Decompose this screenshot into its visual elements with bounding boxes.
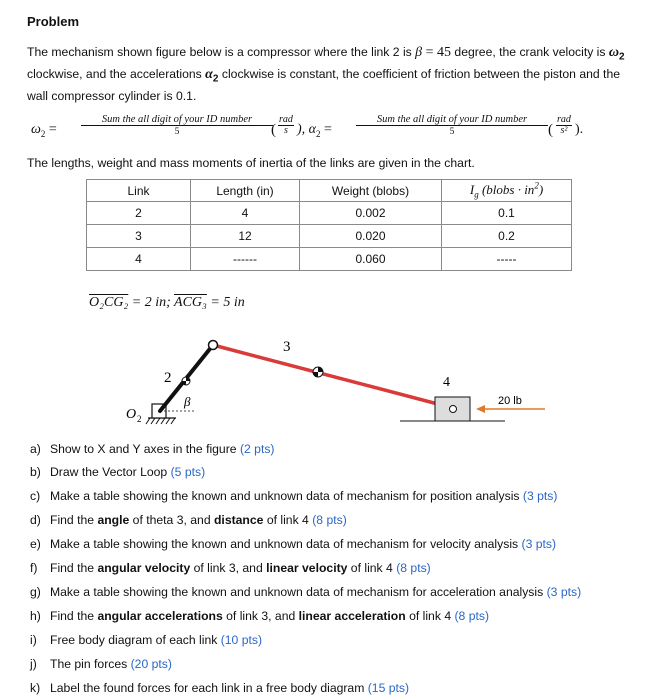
units1-open-paren: (	[271, 122, 276, 138]
units2-open-paren: (	[548, 122, 553, 138]
alpha-subscript: 2	[212, 73, 219, 85]
beta-symbol: β	[415, 45, 423, 60]
label-link-4: 4	[443, 375, 450, 390]
label-o2-sub: 2	[137, 414, 142, 424]
question-d: d) Find the angle of theta 3, and distance of link 4 (8 pts)	[30, 513, 347, 527]
question-g: g) Make a table showing the known and unknown data of mechanism for acceleration analysis (3 pts)	[30, 585, 582, 599]
force-arrowhead	[476, 405, 485, 413]
problem-heading: Problem	[27, 14, 80, 29]
omega-symbol: ω	[608, 45, 619, 60]
label-link-3: 3	[283, 339, 291, 355]
intro-text-1: The mechanism shown figure below is a compressor where the link 2 is	[27, 45, 416, 59]
chart-intro: The lengths, weight and mass moments of inertia of the links are given in the chart.	[27, 156, 475, 170]
label-link-2: 2	[164, 370, 172, 386]
table-cell: 0.060	[300, 248, 442, 271]
pin-a	[209, 341, 218, 350]
question-k: k) Label the found forces for each link in a free body diagram (15 pts)	[30, 681, 410, 695]
beta-value: = 45	[422, 45, 452, 60]
units1: rad s	[279, 114, 293, 136]
question-h: h) Find the angular accelerations of link 3, and linear acceleration of link 4 (8 pts)	[30, 609, 490, 623]
table-cell: 12	[191, 225, 300, 248]
lengths-line: O₂CG₂ = 2 in; ACG₃ = 5 in	[89, 295, 245, 310]
table-cell: ------	[191, 248, 300, 271]
question-e: e) Make a table showing the known and unknown data of mechanism for velocity analysis (3 pts)	[30, 537, 557, 551]
question-f: f) Find the angular velocity of link 3, and linear velocity of link 4 (8 pts)	[30, 561, 431, 575]
intro-text-2: degree, the crank velocity is	[451, 45, 609, 59]
header-length: Length (in)	[191, 180, 300, 202]
omega-subscript: 2	[619, 51, 625, 63]
question-a: a) Show to X and Y axes in the figure (2 pts)	[30, 442, 275, 456]
alpha2-numerator: Sum the all digit of your ID number	[356, 114, 548, 126]
table-cell: -----	[442, 248, 572, 271]
table-cell: 0.2	[442, 225, 572, 248]
table-cell: 3	[87, 225, 191, 248]
table-cell: 4	[191, 202, 300, 225]
omega2-denominator: 5	[174, 127, 180, 137]
table-cell: 0.020	[300, 225, 442, 248]
header-inertia: $I_g$ (blobs · $in^2$)	[442, 180, 572, 202]
table-cell: 4	[87, 248, 191, 271]
alpha2-denominator: 5	[449, 127, 455, 137]
header-weight: Weight (blobs)	[300, 180, 442, 202]
table-cell: 0.1	[442, 202, 572, 225]
label-o2: O	[126, 407, 137, 422]
question-i: i) Free body diagram of each link (10 pts)	[30, 633, 263, 647]
omega2-lhs: $\omega_2$ =	[31, 122, 57, 139]
header-link: Link	[87, 180, 191, 202]
table-cell: 0.002	[300, 202, 442, 225]
units2-close: ).	[575, 122, 584, 137]
intro-text-4: clockwise is constant, the coefficient of friction between the piston and the wall compressor cylinder is 0.1.	[27, 66, 620, 103]
connecting-rod-link-3	[213, 345, 453, 408]
cg3-marker	[313, 367, 323, 377]
alpha-symbol: α	[205, 66, 213, 82]
intro-text-3: clockwise, and the accelerations	[27, 66, 206, 81]
question-b: b) Draw the Vector Loop (5 pts)	[30, 465, 206, 479]
cg2-marker	[182, 377, 190, 385]
omega2-numerator: Sum the all digit of your ID number	[81, 114, 273, 126]
table-cell: 2	[87, 202, 191, 225]
label-beta: β	[184, 394, 191, 409]
question-j: j) The pin forces (20 pts)	[30, 657, 172, 671]
units2: rad s²	[557, 114, 571, 136]
question-c: c) Make a table showing the known and unknown data of mechanism for position analysis (3 pts)	[30, 489, 558, 503]
alpha2-lhs: ), $\alpha_2$ =	[297, 122, 332, 139]
pin-b	[450, 406, 457, 413]
label-force: 20 lb	[498, 395, 522, 407]
